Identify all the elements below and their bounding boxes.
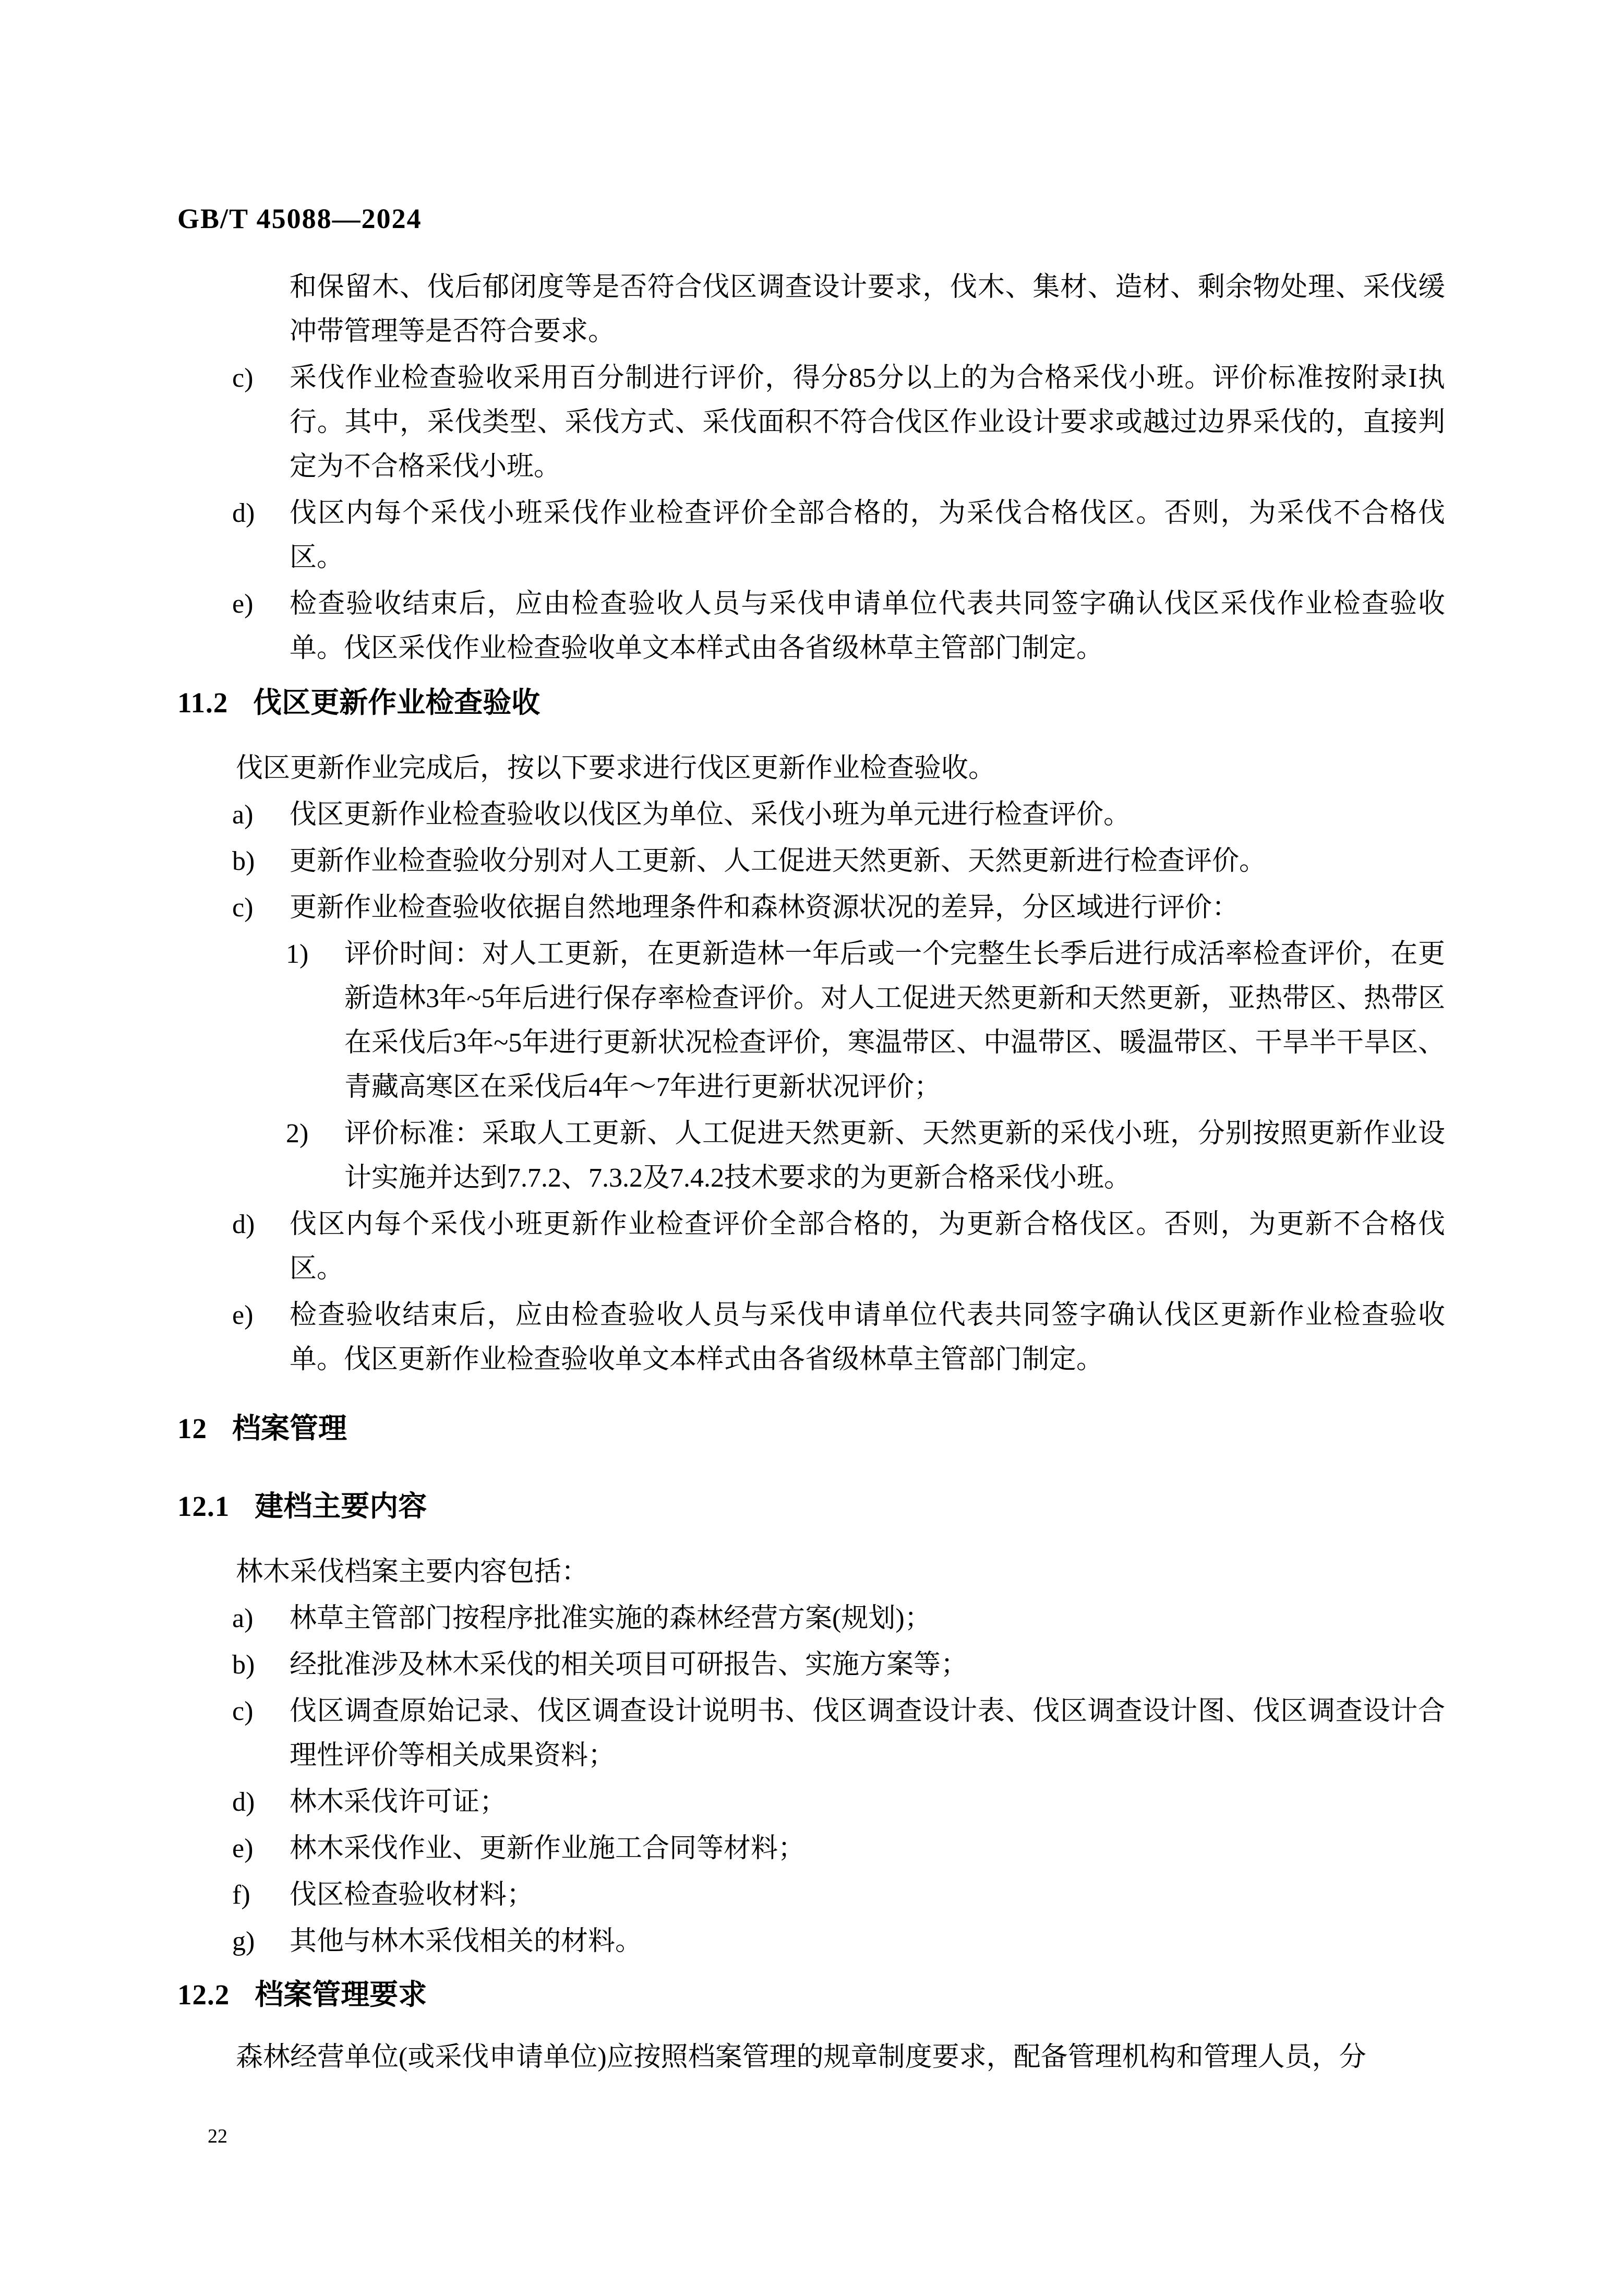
heading-title: 伐区更新作业检查验收 — [253, 686, 540, 719]
section-heading-12-2 — [177, 1978, 1445, 2011]
heading-title: 档案管理要求 — [255, 1978, 427, 2011]
item-label: e) — [232, 1300, 254, 1330]
item-text: 更新作业检查验收分别对人工更新、人工促进天然更新、天然更新进行检查评价。 — [290, 846, 1267, 876]
list-item-12-1-f — [232, 1873, 1445, 1917]
section-12-2-paragraph: 森林经营单位(或采伐申请单位)应按照档案管理的规章制度要求，配备管理机构和管理人员，分 — [236, 2042, 1366, 2072]
sub-list-item-1 — [286, 932, 1445, 1109]
item-text: 其他与林木采伐相关的材料。 — [290, 1927, 643, 1956]
item-text: 伐区内每个采伐小班更新作业检查评价全部合格的，为更新合格伐区。否则，为更新不合格伐区。 — [290, 1210, 1445, 1284]
section-heading-12 — [177, 1412, 1445, 1445]
sub-list-item-2 — [286, 1111, 1445, 1200]
list-item-11-2-b — [232, 839, 1445, 883]
list-item-11-2-a — [232, 793, 1445, 837]
page-number: 22 — [208, 2125, 227, 2147]
list-item-11-1-e — [232, 582, 1445, 671]
list-item-12-1-a — [232, 1596, 1445, 1641]
item-text: 林木采伐许可证； — [290, 1787, 507, 1817]
item-label: d) — [232, 498, 255, 528]
heading-number: 11.2 — [177, 687, 229, 719]
list-item-11-2-d — [232, 1202, 1445, 1291]
item-label: g) — [232, 1927, 255, 1956]
subitem-label: 1) — [286, 939, 309, 969]
item-text: 伐区更新作业检查验收以伐区为单位、采伐小班为单元进行检查评价。 — [290, 800, 1131, 830]
list-item-12-1-c — [232, 1689, 1445, 1778]
heading-title: 建档主要内容 — [255, 1490, 427, 1522]
subitem-label: 2) — [286, 1119, 309, 1149]
list-item-12-1-e — [232, 1826, 1445, 1871]
list-item-11-2-e — [232, 1293, 1445, 1382]
subitem-text: 评价时间：对人工更新，在更新造林一年后或一个完整生长季后进行成活率检查评价，在更新造林3年~5年后进行保存率检查评价。对人工促进天然更新和天然更新，亚热带区、热带区在采伐后3年~5年进行更新状况检查评价，寒温带区、中温带区、暖温带区、干旱半干旱区、青藏高寒区在采伐后4年～7年进行更新状况评价； — [344, 939, 1445, 1102]
item-text: 更新作业检查验收依据自然地理条件和森林资源状况的差异，分区域进行评价： — [290, 893, 1240, 923]
item-label: e) — [232, 1834, 254, 1863]
standard-code-header: GB/T 45088—2024 — [177, 203, 422, 234]
item-text: 检查验收结束后，应由检查验收人员与采伐申请单位代表共同签字确认伐区更新作业检查验收单。伐区更新作业检查验收单文本样式由各省级林草主管部门制定。 — [290, 1300, 1445, 1374]
item-text: 林草主管部门按程序批准实施的森林经营方案(规划)； — [290, 1604, 932, 1633]
item-text: 伐区检查验收材料； — [290, 1880, 534, 1910]
item-label: b) — [232, 846, 255, 876]
item-label: a) — [232, 800, 254, 830]
item-label: c) — [232, 363, 254, 393]
item-label: b) — [232, 1650, 255, 1680]
list-item-11-2-c — [232, 886, 1445, 930]
item-text: 林木采伐作业、更新作业施工合同等材料； — [290, 1834, 806, 1863]
item-label: c) — [232, 1696, 254, 1726]
list-item-11-1-c — [232, 356, 1445, 489]
list-item-11-1-d — [232, 491, 1445, 580]
item-text: 经批准涉及林木采伐的相关项目可研报告、实施方案等； — [290, 1650, 968, 1680]
item-label: e) — [232, 589, 254, 619]
section-12-1-intro: 林木采伐档案主要内容包括： — [236, 1557, 589, 1587]
item-label: c) — [232, 893, 254, 923]
item-label: f) — [232, 1880, 250, 1910]
list-item-12-1-g — [232, 1919, 1445, 1964]
item-label: d) — [232, 1210, 255, 1239]
item-text: 检查验收结束后，应由检查验收人员与采伐申请单位代表共同签字确认伐区采伐作业检查验收单。伐区采伐作业检查验收单文本样式由各省级林草主管部门制定。 — [290, 589, 1445, 663]
heading-number: 12 — [177, 1413, 207, 1444]
item-label: a) — [232, 1604, 254, 1633]
list-item-12-1-b — [232, 1643, 1445, 1687]
item-text: 伐区内每个采伐小班采伐作业检查评价全部合格的，为采伐合格伐区。否则，为采伐不合格伐区。 — [290, 498, 1445, 572]
carryover-paragraph: 和保留木、伐后郁闭度等是否符合伐区调查设计要求，伐木、集材、造材、剩余物处理、采伐缓冲带管理等是否符合要求。 — [290, 272, 1445, 346]
section-heading-11-2 — [177, 686, 1445, 719]
section-heading-12-1 — [177, 1490, 1445, 1523]
subitem-text: 评价标准：采取人工更新、人工促进天然更新、天然更新的采伐小班，分别按照更新作业设计实施并达到7.7.2、7.3.2及7.4.2技术要求的为更新合格采伐小班。 — [344, 1119, 1445, 1193]
heading-number: 12.1 — [177, 1490, 230, 1522]
document-body — [177, 265, 1445, 2079]
heading-title: 档案管理 — [232, 1412, 347, 1444]
item-text: 伐区调查原始记录、伐区调查设计说明书、伐区调查设计表、伐区调查设计图、伐区调查设计合理性评价等相关成果资料； — [290, 1696, 1445, 1771]
heading-number: 12.2 — [177, 1979, 230, 2011]
item-label: d) — [232, 1787, 255, 1817]
item-text: 采伐作业检查验收采用百分制进行评价，得分85分以上的为合格采伐小班。评价标准按附录I执行。其中，采伐类型、采伐方式、采伐面积不符合伐区作业设计要求或越过边界采伐的，直接判定为不合格采伐小班。 — [290, 363, 1445, 482]
list-item-12-1-d — [232, 1780, 1445, 1824]
section-11-2-intro: 伐区更新作业完成后，按以下要求进行伐区更新作业检查验收。 — [236, 754, 996, 783]
